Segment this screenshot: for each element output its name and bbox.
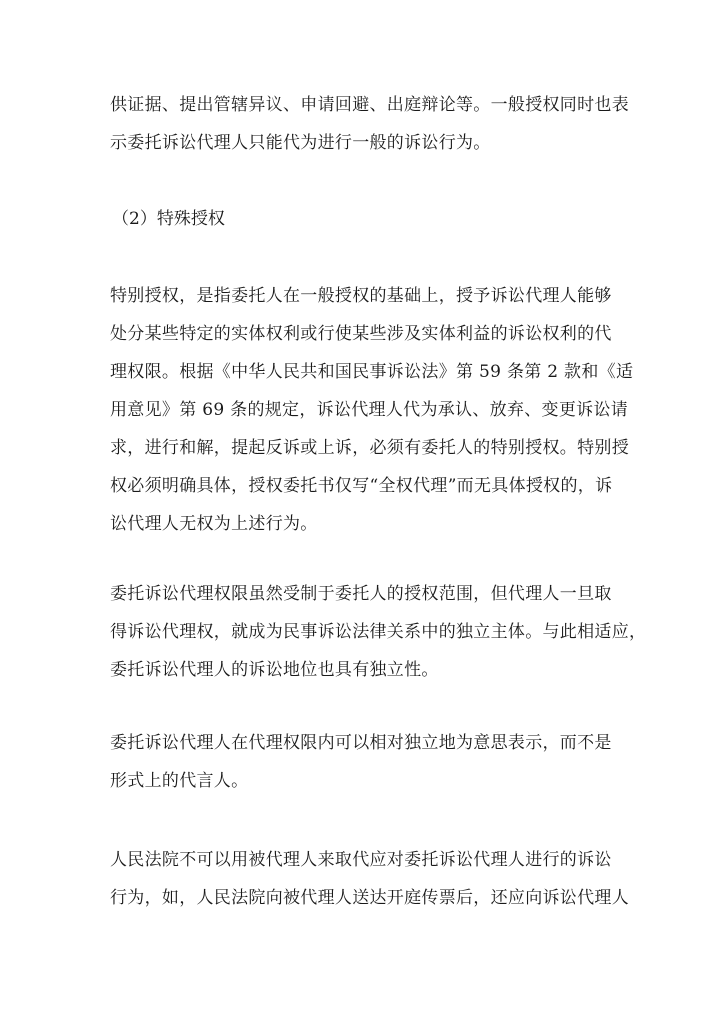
paragraph-general-authorization-end xyxy=(110,86,629,162)
section-heading-special-authorization: （2）特殊授权 xyxy=(112,209,225,229)
text-line: 委托诉讼代理人在代理权限内可以相对独立地为意思表示，而不是 xyxy=(110,733,612,753)
paragraph-court-conduct xyxy=(110,841,629,917)
text-line: 讼代理人无权为上述行为。 xyxy=(110,514,318,534)
text-line: 权必须明确具体，授权委托书仅写“全权代理”而无具体授权的，诉 xyxy=(110,476,613,496)
text-line: 得诉讼代理权，就成为民事诉讼法律关系中的独立主体。与此相适应， xyxy=(110,622,647,642)
text-line: 用意见》第 69 条的规定，诉讼代理人代为承认、放弃、变更诉讼请 xyxy=(110,400,629,420)
text-line: 人民法院不可以用被代理人来取代应对委托诉讼代理人进行的诉讼 xyxy=(110,850,612,870)
text-line: 特别授权，是指委托人在一般授权的基础上，授予诉讼代理人能够 xyxy=(110,286,612,306)
text-line: 示委托诉讼代理人只能代为进行一般的诉讼行为。 xyxy=(110,133,491,153)
text-line: 处分某些特定的实体权利或行使某些涉及实体利益的诉讼权利的代 xyxy=(110,324,612,344)
text-line: 委托诉讼代理人的诉讼地位也具有独立性。 xyxy=(110,660,439,680)
text-line: 求，进行和解，提起反诉或上诉，必须有委托人的特别授权。特别授 xyxy=(110,438,629,458)
text-line: 理权限。根据《中华人民共和国民事诉讼法》第 59 条第 2 款和《适 xyxy=(110,362,634,382)
paragraph-independent-expression xyxy=(110,724,610,800)
text-line: 形式上的代言人。 xyxy=(110,771,249,791)
text-line: 行为，如，人民法院向被代理人送达开庭传票后，还应向诉讼代理人 xyxy=(110,888,629,908)
paragraph-agent-independence xyxy=(110,575,647,689)
text-line: 供证据、提出管辖异议、申请回避、出庭辩论等。一般授权同时也表 xyxy=(110,95,629,115)
text-line: 委托诉讼代理权限虽然受制于委托人的授权范围，但代理人一旦取 xyxy=(110,584,612,604)
paragraph-special-authorization xyxy=(110,277,634,543)
